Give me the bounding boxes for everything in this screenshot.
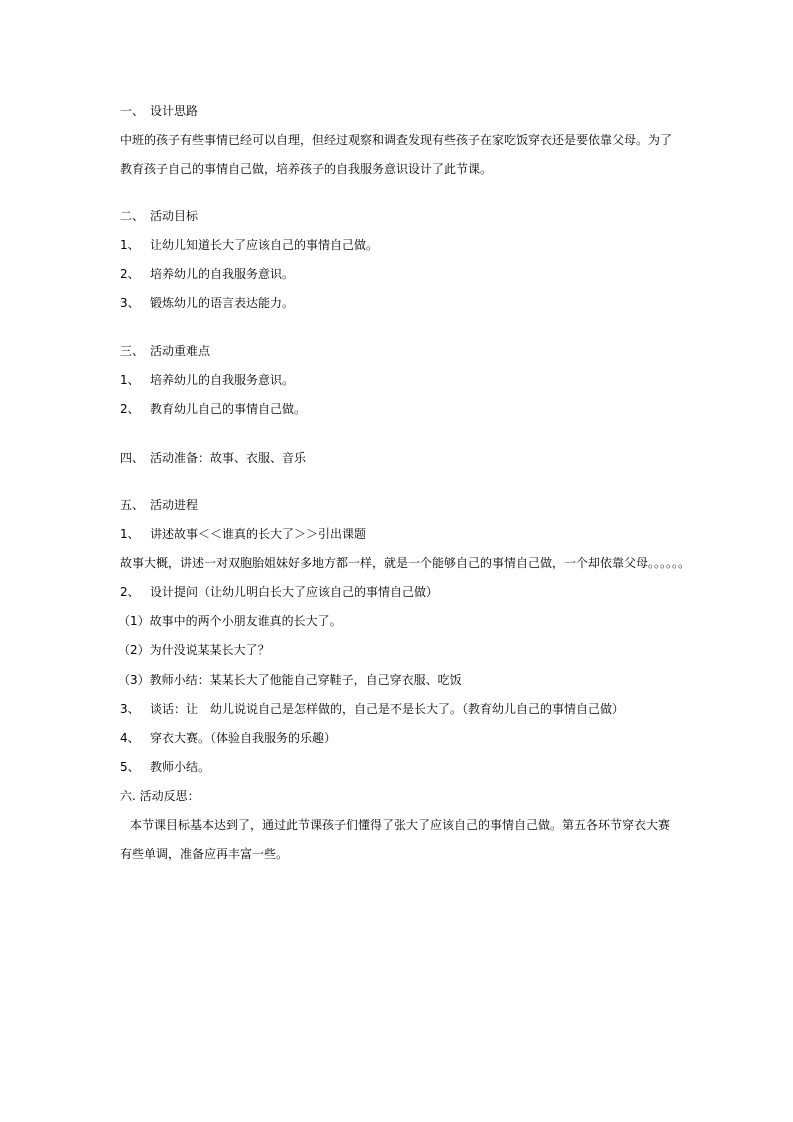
list-number: 2、 [120, 402, 140, 416]
paragraph-line: 本节课目标基本达到了，通过此节课孩子们懂得了张大了应该自己的事情自己做。第五各环节穿衣大赛 [130, 818, 671, 832]
list-item [120, 584, 438, 600]
list-item [120, 237, 378, 253]
list-number: 4、 [120, 731, 140, 745]
paragraph-line: 教育孩子自己的事情自己做，培养孩子的自我服务意识设计了此节课。 [120, 162, 493, 176]
list-text: 讲述故事＜＜谁真的长大了＞＞引出课题 [150, 527, 367, 541]
heading-text: 活动目标 [150, 209, 199, 223]
heading-number: 三、 [120, 344, 145, 358]
list-number: 3、 [120, 296, 140, 310]
heading-text: 活动进程 [150, 498, 199, 512]
question-item: （1）故事中的两个小朋友谁真的长大了。 [118, 614, 342, 628]
heading-number: 一、 [120, 104, 145, 118]
list-text: 让幼儿知道长大了应该自己的事情自己做。 [150, 238, 379, 252]
list-number: 2、 [120, 267, 140, 281]
question-item: （2）为什没说某某长大了？ [118, 643, 270, 657]
heading-number: 五、 [120, 498, 145, 512]
heading-text: 设计思路 [150, 104, 199, 118]
heading-text: 活动准备：故事、衣服、音乐 [150, 451, 307, 465]
list-text: 培养幼儿的自我服务意识。 [150, 267, 295, 281]
paragraph-line: 中班的孩子有些事情已经可以自理，但经过观察和调查发现有些孩子在家吃饭穿衣还是要依靠父母。为了 [120, 133, 673, 147]
list-item [120, 295, 294, 311]
list-text: 教师小结。 [150, 760, 211, 774]
heading-number: 二、 [120, 209, 145, 223]
list-text: 谈话：让 幼儿说说自己是怎样做的，自己是不是长大了。（教育幼儿自己的事情自己做） [150, 702, 625, 716]
list-text: 教育幼儿自己的事情自己做。 [150, 402, 307, 416]
list-number: 5、 [120, 760, 140, 774]
list-number: 1、 [120, 238, 140, 252]
question-item: （3）教师小结：某某长大了他能自己穿鞋子，自己穿衣服、吃饭 [118, 673, 462, 687]
list-item [120, 730, 336, 746]
paragraph-line: 有些单调，准备应再丰富一些。 [120, 847, 289, 861]
list-item [120, 759, 210, 775]
list-text: 培养幼儿的自我服务意识。 [150, 373, 295, 387]
heading-activity-process [120, 497, 198, 513]
list-item [120, 266, 294, 282]
heading-key-difficulties [120, 343, 210, 359]
list-text: 锻炼幼儿的语言表达能力。 [150, 296, 295, 310]
list-number: 1、 [120, 373, 140, 387]
list-text: 设计提问（让幼儿明白长大了应该自己的事情自己做） [150, 585, 439, 599]
list-number: 3、 [120, 702, 140, 716]
heading-preparation [120, 450, 306, 466]
list-text: 穿衣大赛。（体验自我服务的乐趣） [150, 731, 337, 745]
list-number: 1、 [120, 527, 140, 541]
story-summary: 故事大概，讲述一对双胞胎姐妹好多地方都一样，就是一个能够自己的事情自己做，一个却依靠父母。。。。。。 [120, 556, 691, 570]
list-item [120, 526, 366, 542]
heading-number: 四、 [120, 451, 145, 465]
list-item [120, 401, 306, 417]
heading-design-idea [120, 103, 198, 119]
heading-text: 活动重难点 [150, 344, 211, 358]
heading-reflection: 六. 活动反思： [120, 789, 200, 803]
list-item [120, 372, 294, 388]
list-number: 2、 [120, 585, 140, 599]
heading-activity-goals [120, 208, 198, 224]
list-item [120, 701, 624, 717]
